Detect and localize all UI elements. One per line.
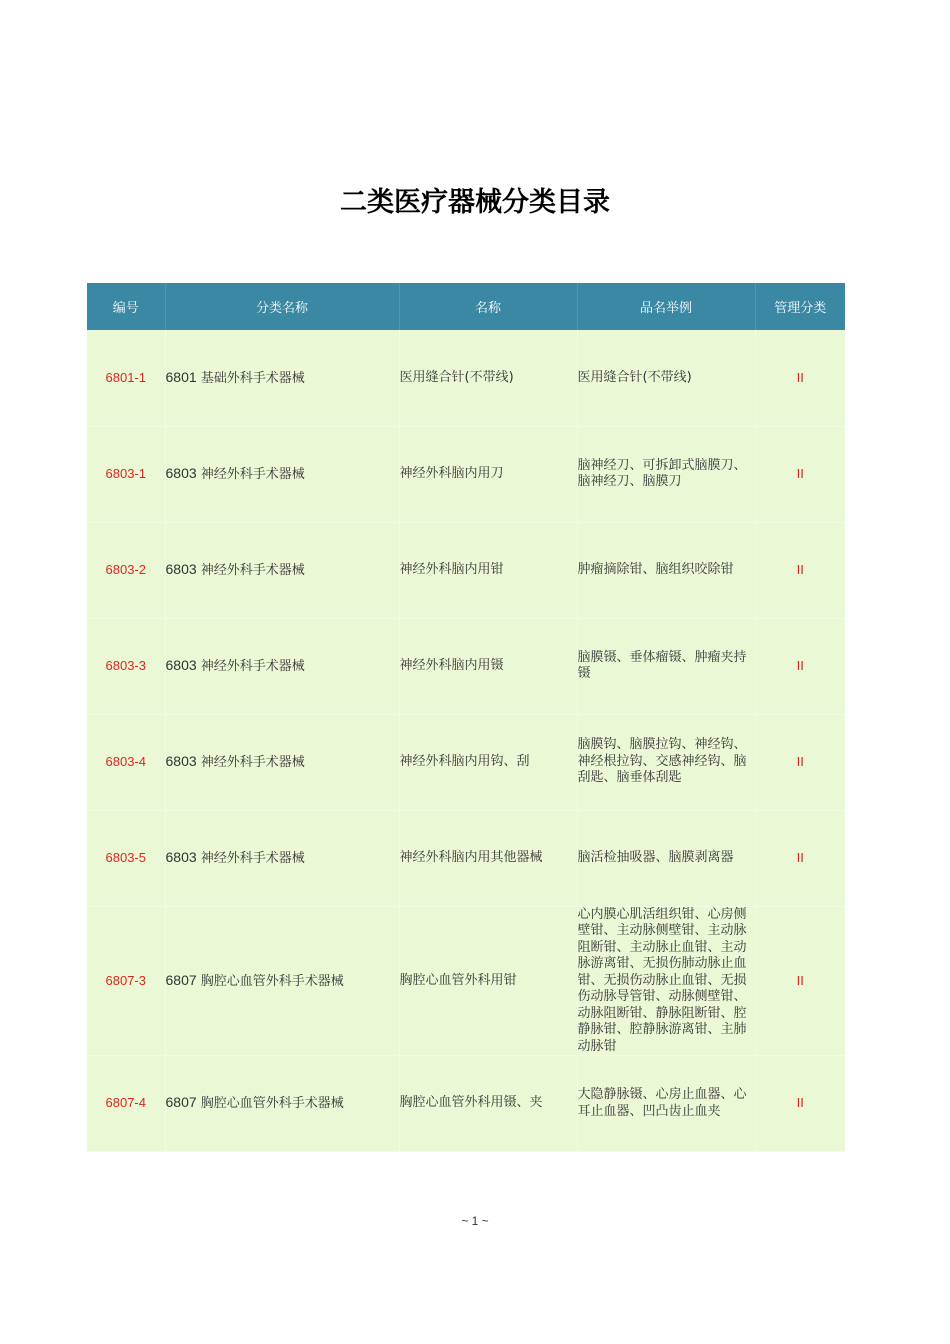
category-number: 6803 xyxy=(165,656,197,673)
row-code: 6803-1 xyxy=(87,426,165,522)
category-name: 胸腔心血管外科手术器械 xyxy=(200,1096,344,1112)
row-code: 6807-4 xyxy=(87,1056,165,1152)
category-number: 6807 xyxy=(165,971,197,988)
table-row xyxy=(87,426,845,522)
catalog-table xyxy=(87,283,845,1152)
header-code: 编号 xyxy=(87,283,165,330)
header-name: 名称 xyxy=(399,283,577,330)
row-name: 医用缝合针(不带线) xyxy=(399,330,577,426)
row-category xyxy=(165,810,399,906)
category-name: 胸腔心血管外科手术器械 xyxy=(200,973,344,989)
row-management-class: II xyxy=(755,906,845,1056)
header-category: 分类名称 xyxy=(165,283,399,330)
category-number: 6807 xyxy=(165,1094,197,1111)
document-title: 二类医疗器械分类目录 xyxy=(340,187,610,218)
category-name: 神经外科手术器械 xyxy=(200,658,305,674)
row-code: 6803-5 xyxy=(87,810,165,906)
header-examples: 品名举例 xyxy=(577,283,755,330)
category-number: 6803 xyxy=(165,848,197,865)
row-category xyxy=(165,330,399,426)
category-name: 基础外科手术器械 xyxy=(200,370,305,386)
row-name: 胸腔心血管外科用镊、夹 xyxy=(399,1056,577,1152)
row-name: 胸腔心血管外科用钳 xyxy=(399,906,577,1056)
table-row xyxy=(87,906,845,1056)
row-code: 6801-1 xyxy=(87,330,165,426)
row-management-class: II xyxy=(755,1056,845,1152)
row-examples: 大隐静脉镊、心房止血器、心耳止血器、凹凸齿止血夹 xyxy=(577,1056,755,1152)
category-name: 神经外科手术器械 xyxy=(200,754,305,770)
table-row xyxy=(87,714,845,810)
row-name: 神经外科脑内用其他器械 xyxy=(399,810,577,906)
row-name: 神经外科脑内用钳 xyxy=(399,522,577,618)
category-name: 神经外科手术器械 xyxy=(200,850,305,866)
row-management-class: II xyxy=(755,618,845,714)
table-row xyxy=(87,618,845,714)
category-number: 6803 xyxy=(165,560,197,577)
row-category xyxy=(165,1056,399,1152)
category-name: 神经外科手术器械 xyxy=(200,562,305,578)
table-header-row xyxy=(87,283,845,330)
row-category xyxy=(165,522,399,618)
header-management-class: 管理分类 xyxy=(755,283,845,330)
table-row xyxy=(87,330,845,426)
category-name: 神经外科手术器械 xyxy=(200,466,305,482)
row-code: 6803-4 xyxy=(87,714,165,810)
row-name: 神经外科脑内用刀 xyxy=(399,426,577,522)
row-examples: 脑膜镊、垂体瘤镊、肿瘤夹持镊 xyxy=(577,618,755,714)
row-examples: 脑神经刀、可拆卸式脑膜刀、脑神经刀、脑膜刀 xyxy=(577,426,755,522)
row-management-class: II xyxy=(755,330,845,426)
row-examples: 脑活检抽吸器、脑膜剥离器 xyxy=(577,810,755,906)
row-name: 神经外科脑内用钩、刮 xyxy=(399,714,577,810)
row-name: 神经外科脑内用镊 xyxy=(399,618,577,714)
row-examples: 脑膜钩、脑膜拉钩、神经钩、神经根拉钩、交感神经钩、脑刮匙、脑垂体刮匙 xyxy=(577,714,755,810)
row-examples: 心内膜心肌活组织钳、心房侧壁钳、主动脉侧壁钳、主动脉阻断钳、主动脉止血钳、主动脉游离钳、无损伤肺动脉止血钳、无损伤动脉止血钳、无损伤动脉导管钳、动脉侧壁钳、动脉阻断钳、静脉阻断钳、腔静脉钳、腔静脉游离钳、主肺动脉钳 xyxy=(577,906,755,1056)
table-row xyxy=(87,522,845,618)
row-management-class: II xyxy=(755,714,845,810)
category-number: 6803 xyxy=(165,752,197,769)
row-code: 6803-2 xyxy=(87,522,165,618)
row-code: 6803-3 xyxy=(87,618,165,714)
row-category xyxy=(165,618,399,714)
category-number: 6803 xyxy=(165,464,197,481)
row-examples: 医用缝合针(不带线) xyxy=(577,330,755,426)
table-row xyxy=(87,810,845,906)
row-management-class: II xyxy=(755,810,845,906)
row-management-class: II xyxy=(755,522,845,618)
category-number: 6801 xyxy=(165,368,197,385)
row-category xyxy=(165,714,399,810)
row-management-class: II xyxy=(755,426,845,522)
page-number: ~ 1 ~ xyxy=(461,1214,489,1228)
row-category xyxy=(165,426,399,522)
table-row xyxy=(87,1056,845,1152)
row-category xyxy=(165,906,399,1056)
row-examples: 肿瘤摘除钳、脑组织咬除钳 xyxy=(577,522,755,618)
row-code: 6807-3 xyxy=(87,906,165,1056)
